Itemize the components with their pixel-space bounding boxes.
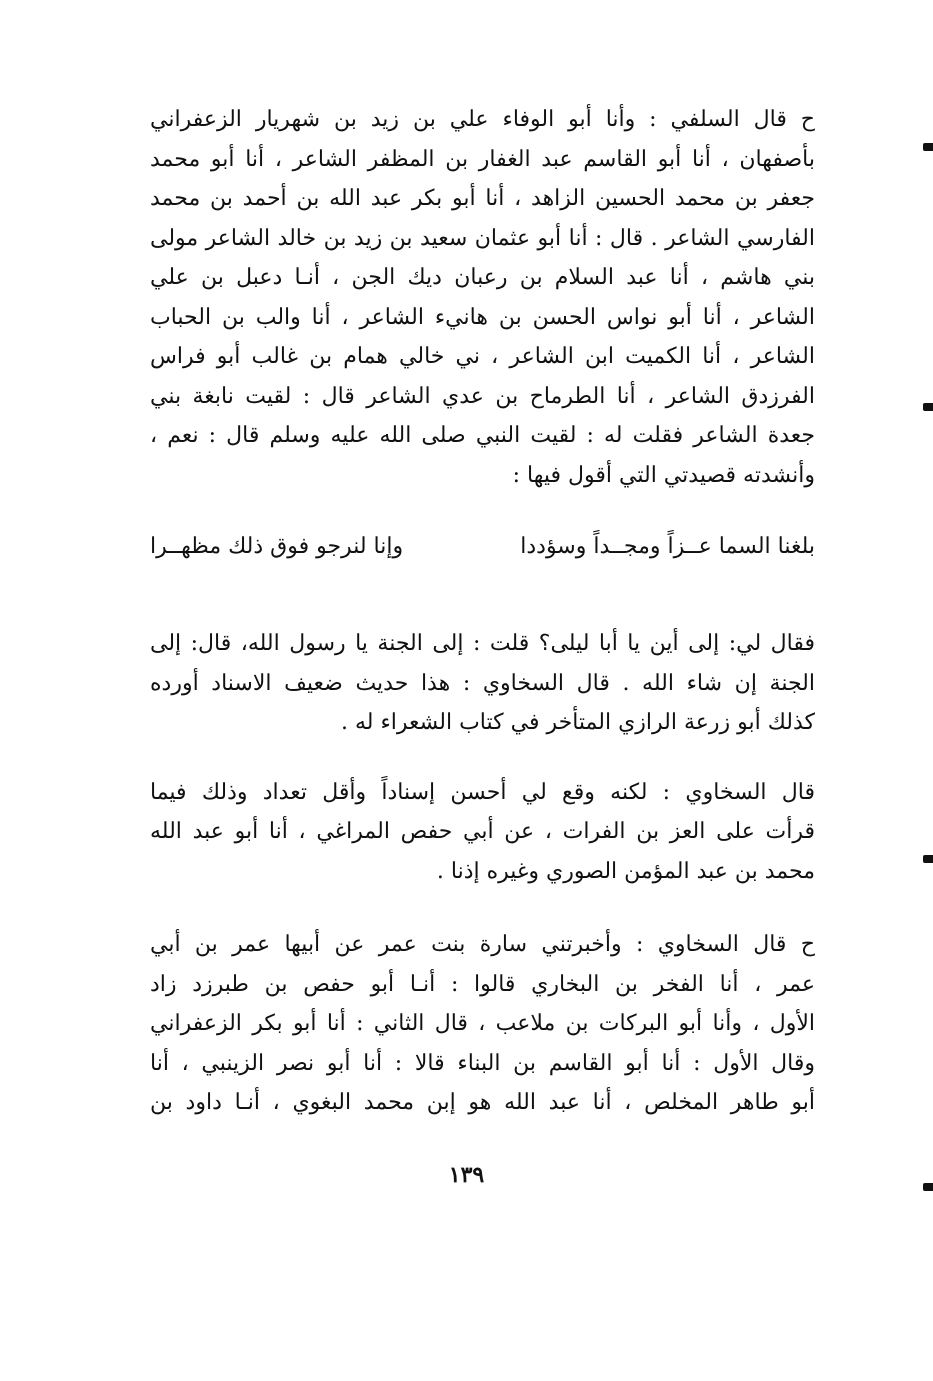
text-line: قال السخاوي : لكنه وقع لي أحسن إسناداً وأقل تعداد وذلك فيما — [150, 779, 815, 805]
poem-verse — [150, 527, 815, 566]
paragraph-sakhawi-comment — [150, 624, 815, 743]
verse-first-hemistich: بلغنا السما عــزاً ومجــداً وسؤددا — [520, 534, 815, 559]
text-line: جعفر بن محمد الحسين الزاهد ، أنا أبو بكر عبد الله بن أحمد بن محمد — [150, 186, 815, 211]
text-line: فقال لي: إلى أين يا أبا ليلى؟ قلت : إلى الجنة يا رسول الله، قال: إلى — [150, 631, 815, 656]
scan-edge-mark — [923, 1183, 933, 1191]
text-line: قرأت على العز بن الفرات ، عن أبي حفص المراغي ، أنا أبو عبد الله — [150, 819, 815, 844]
text-line: جعدة الشاعر فقلت له : لقيت النبي صلى الله عليه وسلم قال : نعم ، — [150, 423, 815, 448]
text-line: أبو طاهر المخلص ، أنا عبد الله هو إبن محمد البغوي ، أنـا داود بن — [150, 1090, 815, 1115]
paragraph-better-isnad — [150, 773, 815, 892]
text-line: ح قال السخاوي : وأخبرتني سارة بنت عمر عن أبيها عمر بن أبي — [150, 932, 815, 957]
text-line: محمد بن عبد المؤمن الصوري وغيره إذنا . — [436, 858, 815, 884]
paragraph-isnad-salafi — [150, 100, 815, 495]
verse-second-hemistich: وإنا لنرجو فوق ذلك مظهــرا — [150, 534, 404, 559]
text-line: الجنة إن شاء الله . قال السخاوي : هذا حديث ضعيف الاسناد أورده — [150, 670, 815, 696]
text-line: الشاعر ، أنا أبو نواس الحسن بن هانيء الشاعر ، أنا والب بن الحباب — [150, 304, 815, 330]
text-line: بأصفهان ، أنا أبو القاسم عبد الغفار بن المظفر الشاعر ، أنا أبو محمد — [150, 146, 815, 172]
scan-edge-mark — [923, 855, 933, 863]
text-line: عمر ، أنا الفخر بن البخاري قالوا : أنـا أبو حفص بن طبرزد زاد — [150, 971, 815, 997]
text-line: وأنشدته قصيدتي التي أقول فيها : — [512, 462, 815, 488]
text-line: الأول ، وأنا أبو البركات بن ملاعب ، قال الثاني : أنا أبو بكر الزعفراني — [150, 1011, 815, 1036]
page-body — [150, 100, 815, 1123]
scan-edge-mark — [923, 403, 933, 411]
paragraph-isnad-sarah — [150, 925, 815, 1123]
page-number: ١٣٩ — [448, 1162, 485, 1188]
text-line: ح قال السلفي : وأنا أبو الوفاء علي بن زيد بن شهريار الزعفراني — [150, 107, 815, 132]
text-line: الفارسي الشاعر . قال : أنا أبو عثمان سعيد بن زيد بن خالد الشاعر مولى — [150, 225, 815, 251]
text-line: الشاعر ، أنا الكميت ابن الشاعر ، ني خالي همام بن غالب أبو فراس — [150, 344, 815, 369]
text-line: الفرزدق الشاعر ، أنا الطرماح بن عدي الشاعر قال : لقيت نابغة بني — [150, 383, 815, 409]
text-line: وقال الأول : أنا أبو القاسم بن البناء قالا : أنا أبو نصر الزينبي ، أنا — [150, 1050, 815, 1076]
scan-edge-mark — [923, 143, 933, 151]
text-line: بني هاشم ، أنا عبد السلام بن رعبان ديك الجن ، أنـا دعبل بن علي — [150, 265, 815, 290]
text-line: كذلك أبو زرعة الرازي المتأخر في كتاب الشعراء له . — [340, 710, 815, 735]
